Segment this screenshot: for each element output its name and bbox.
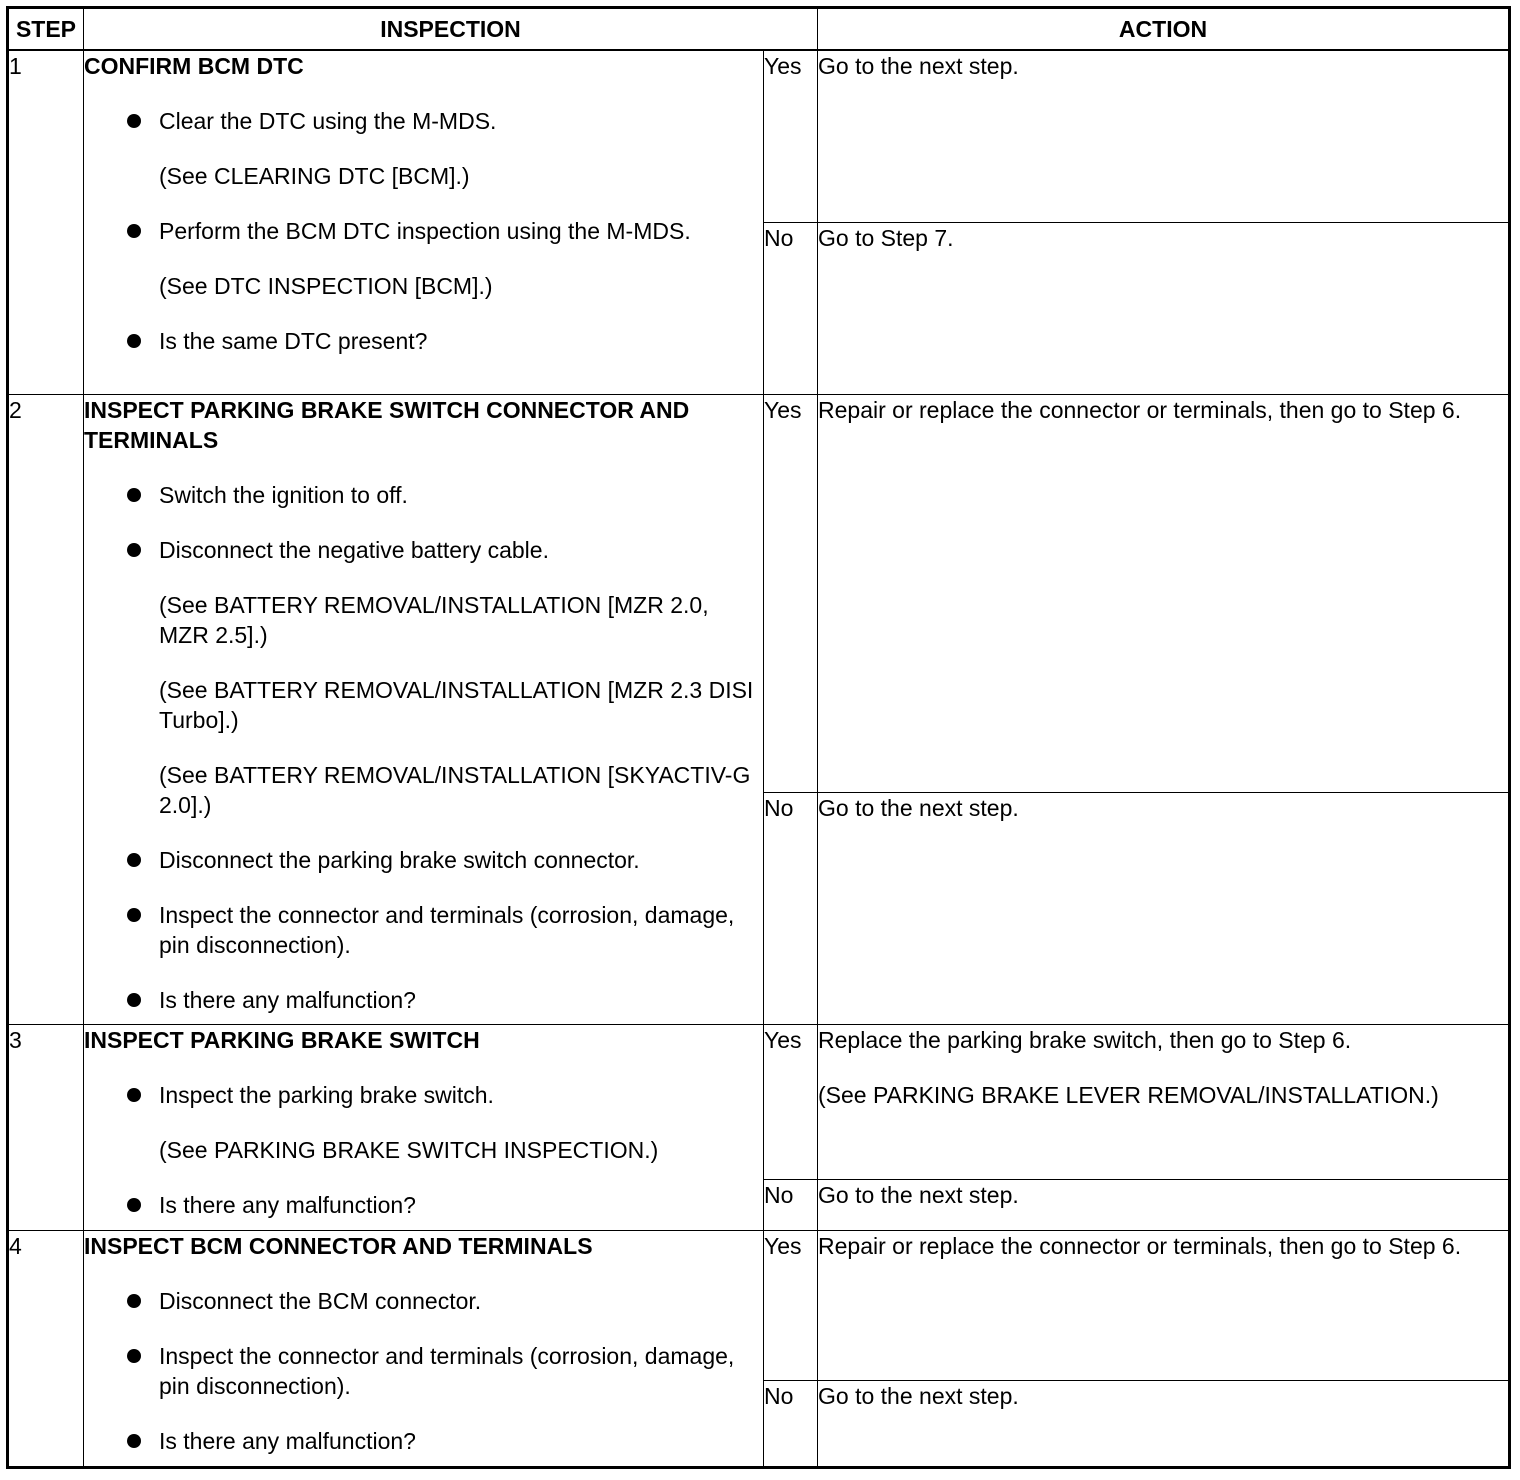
inspection-text: Switch the ignition to off. [159, 481, 408, 508]
reference-link[interactable]: (See BATTERY REMOVAL/INSTALLATION [SKYACTIV-G 2.0].) [159, 761, 751, 818]
header-row [8, 8, 1510, 51]
inspection-cell [84, 50, 764, 394]
no-label: No [764, 792, 818, 1024]
inspection-item [84, 326, 763, 356]
step-row [8, 1230, 1510, 1380]
no-label: No [764, 1380, 818, 1467]
bullet-icon [127, 1088, 141, 1102]
step-number: 2 [8, 394, 84, 1024]
inspection-cell [84, 394, 764, 1024]
inspection-item [84, 216, 763, 301]
inspection-item [84, 1286, 763, 1316]
inspection-cell [84, 1230, 764, 1467]
inspection-list [84, 1286, 763, 1456]
bullet-icon [127, 114, 141, 128]
step-row [8, 394, 1510, 792]
step-row [8, 50, 1510, 222]
inspection-text: Disconnect the negative battery cable. [159, 536, 549, 563]
inspection-item [84, 106, 763, 191]
inspection-text: Is there any malfunction? [159, 986, 416, 1013]
yes-label: Yes [764, 394, 818, 792]
inspection-text: Inspect the connector and terminals (corrosion, damage, pin disconnection). [159, 901, 735, 958]
no-label: No [764, 222, 818, 394]
bullet-icon [127, 224, 141, 238]
inspection-item [84, 1080, 763, 1165]
inspection-list [84, 480, 763, 1015]
no-action [818, 222, 1510, 394]
inspection-title: INSPECT PARKING BRAKE SWITCH CONNECTOR AND TERMINALS [84, 396, 690, 453]
inspection-text: Is the same DTC present? [159, 328, 428, 354]
no-action [818, 792, 1510, 1024]
reference-link[interactable]: (See CLEARING DTC [BCM].) [159, 163, 470, 189]
inspection-text: Is there any malfunction? [159, 1191, 416, 1218]
inspection-list [84, 106, 763, 356]
inspection-item [84, 480, 763, 510]
step-row [8, 1024, 1510, 1179]
inspection-text: Inspect the connector and terminals (corrosion, damage, pin disconnection). [159, 1342, 735, 1399]
bullet-icon [127, 1198, 141, 1212]
inspection-item [84, 1190, 763, 1220]
bullet-icon [127, 488, 141, 502]
action-text: Go to Step 7. [818, 224, 954, 251]
yes-label: Yes [764, 50, 818, 222]
step-number: 3 [8, 1024, 84, 1230]
reference-link[interactable]: (See PARKING BRAKE SWITCH INSPECTION.) [159, 1136, 659, 1163]
inspection-item [84, 845, 763, 875]
inspection-item [84, 1341, 763, 1401]
inspection-title: INSPECT BCM CONNECTOR AND TERMINALS [84, 1232, 593, 1259]
bullet-icon [127, 853, 141, 867]
header-step: STEP [8, 8, 84, 51]
action-text: Replace the parking brake switch, then go to Step 6. [818, 1026, 1352, 1053]
inspection-title: CONFIRM BCM DTC [84, 53, 304, 79]
inspection-item [84, 1426, 763, 1456]
action-text: Go to the next step. [818, 53, 1019, 79]
bullet-icon [127, 1349, 141, 1363]
troubleshooting-table [6, 6, 1511, 1469]
inspection-list [84, 1080, 763, 1220]
inspection-text: Clear the DTC using the M-MDS. [159, 108, 497, 134]
bullet-icon [127, 908, 141, 922]
reference-link[interactable]: (See BATTERY REMOVAL/INSTALLATION [MZR 2.3 DISI Turbo].) [159, 676, 754, 733]
yes-label: Yes [764, 1230, 818, 1380]
inspection-cell [84, 1024, 764, 1230]
no-action [818, 1380, 1510, 1467]
yes-action [818, 1024, 1510, 1179]
inspection-text: Inspect the parking brake switch. [159, 1081, 494, 1108]
action-text: Repair or replace the connector or terminals, then go to Step 6. [818, 396, 1462, 423]
inspection-text: Perform the BCM DTC inspection using the M-MDS. [159, 218, 691, 244]
inspection-text: Disconnect the BCM connector. [159, 1287, 482, 1314]
reference-link[interactable]: (See BATTERY REMOVAL/INSTALLATION [MZR 2.0, MZR 2.5].) [159, 591, 709, 648]
header-inspection: INSPECTION [84, 8, 818, 51]
inspection-item [84, 900, 763, 960]
yes-action [818, 50, 1510, 222]
inspection-item [84, 535, 763, 820]
action-text: Repair or replace the connector or terminals, then go to Step 6. [818, 1232, 1462, 1259]
inspection-text: Is there any malfunction? [159, 1427, 416, 1454]
bullet-icon [127, 543, 141, 557]
yes-action [818, 394, 1510, 792]
reference-link[interactable]: (See PARKING BRAKE LEVER REMOVAL/INSTALLATION.) [818, 1081, 1439, 1108]
reference-link[interactable]: (See DTC INSPECTION [BCM].) [159, 273, 493, 299]
inspection-item [84, 985, 763, 1015]
action-text: Go to the next step. [818, 1382, 1019, 1409]
yes-label: Yes [764, 1024, 818, 1179]
bullet-icon [127, 1434, 141, 1448]
step-number: 1 [8, 50, 84, 394]
step-number: 4 [8, 1230, 84, 1467]
no-label: No [764, 1179, 818, 1230]
action-text: Go to the next step. [818, 1181, 1019, 1208]
action-text: Go to the next step. [818, 794, 1019, 821]
inspection-text: Disconnect the parking brake switch connector. [159, 846, 640, 873]
inspection-title: INSPECT PARKING BRAKE SWITCH [84, 1026, 480, 1053]
bullet-icon [127, 1294, 141, 1308]
header-action: ACTION [818, 8, 1510, 51]
bullet-icon [127, 334, 141, 348]
yes-action [818, 1230, 1510, 1380]
bullet-icon [127, 993, 141, 1007]
no-action [818, 1179, 1510, 1230]
